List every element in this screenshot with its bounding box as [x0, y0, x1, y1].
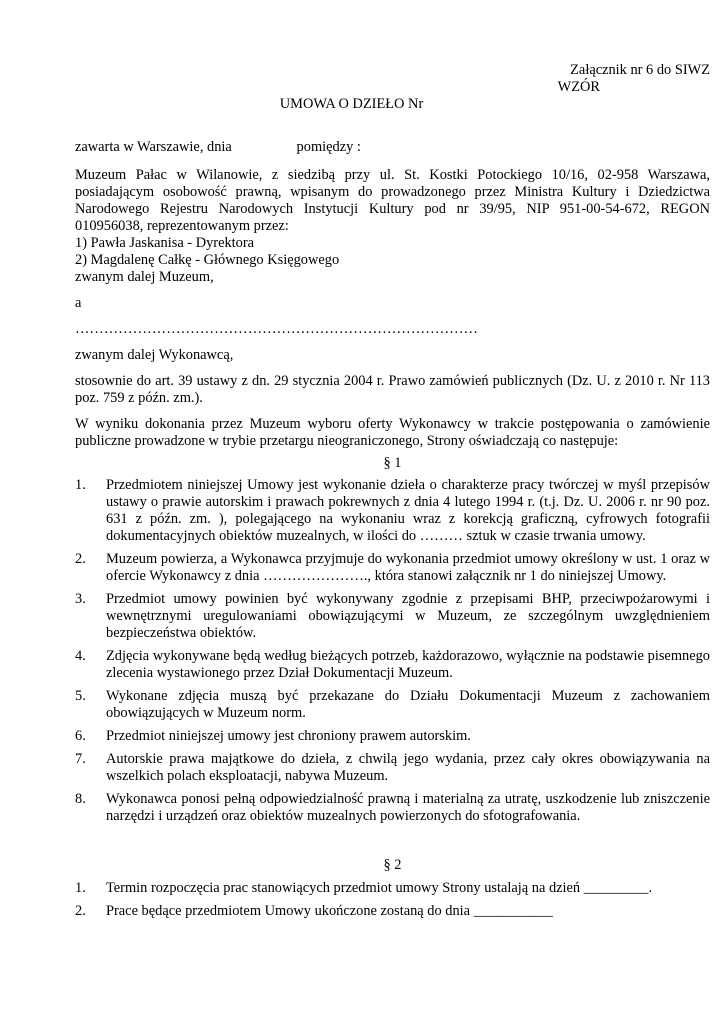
opening-line: zawarta w Warszawie, dnia pomiędzy : — [75, 139, 361, 155]
museum-party-paragraph: Muzeum Pałac w Wilanowie, z siedzibą przy ul. St. Kostki Potockiego 10/16, 02-958 Warszawa, posiadającym osobowość prawną, wpisanym do prowadzonego przez Ministra Kultury i Dziedzictwa Narodowego Rejestru Narodowych Instytucji Kultury pod nr 39/95, NIP 951-00-54-672, REGON 010956038, reprezentowanym przez: — [75, 167, 710, 234]
clause-item-8 — [75, 791, 710, 825]
document-title: UMOWA O DZIEŁO Nr — [279, 96, 424, 112]
clause-number: 6. — [75, 728, 86, 744]
contractor-blank-line: ………………………………………………………………………… — [75, 321, 478, 337]
clause-number: 5. — [75, 688, 86, 704]
clause-text: Autorskie prawa majątkowe do dzieła, z chwilą jego wydania, przez cały okres obowiązywania na wszelkich polach eksploatacji, nabywa Muzeum. — [106, 751, 710, 784]
representative-2: 2) Magdalenę Całkę - Głównego Księgowego — [75, 252, 340, 268]
clause-text: Termin rozpoczęcia prac stanowiących przedmiot umowy Strony ustalają na dzień _________. — [106, 880, 653, 896]
clause-text: Muzeum powierza, a Wykonawca przyjmuje do wykonania przedmiot umowy określony w ust. 1 oraz w ofercie Wykonawcy z dnia …………………., która stanowi załącznik nr 1 do niniejszej Umowy. — [106, 551, 710, 584]
section-1-heading: § 1 — [383, 455, 402, 471]
connector-a: a — [75, 295, 82, 311]
clause-text: Wykonawca ponosi pełną odpowiedzialność prawną i materialną za utratę, uszkodzenie lub zniszczenie narzędzi i urządzeń oraz obiektów muzealnych powierzonych do sfotografowania. — [106, 791, 710, 824]
contractor-alias: zwanym dalej Wykonawcą, — [75, 347, 234, 363]
clause-number: 8. — [75, 791, 86, 807]
clause-text: Prace będące przedmiotem Umowy ukończone zostaną do dnia ___________ — [106, 903, 553, 919]
legal-basis-paragraph: stosownie do art. 39 ustawy z dn. 29 stycznia 2004 r. Prawo zamówień publicznych (Dz. U. z 2010 r. Nr 113 poz. 759 z późn. zm.). — [75, 373, 710, 406]
clause-item-1 — [75, 880, 710, 897]
representative-1: 1) Pawła Jaskanisa - Dyrektora — [75, 235, 255, 251]
attachment-note: Załącznik nr 6 do SIWZ — [570, 62, 710, 78]
clause-item-2 — [75, 903, 710, 920]
clause-text: Przedmiot umowy powinien być wykonywany zgodnie z przepisami BHP, przeciwpożarowymi i wewnętrznymi uregulowaniami obowiązującymi w Muzeum, ze szczególnym uwzględnieniem bezpieczeństwa obiektów. — [106, 591, 710, 641]
clause-number: 2. — [75, 903, 86, 919]
clause-item-3 — [75, 591, 710, 642]
section-2-clauses — [75, 880, 710, 920]
section-1-clauses — [75, 477, 710, 825]
clause-item-2 — [75, 551, 710, 585]
award-clause-paragraph: W wyniku dokonania przez Muzeum wyboru oferty Wykonawcy w trakcie postępowania o zamówienie publiczne prowadzone w trybie przetargu nieograniczonego, Strony oświadczają co następuje: — [75, 416, 710, 449]
museum-alias: zwanym dalej Muzeum, — [75, 269, 214, 285]
clause-item-4 — [75, 648, 710, 682]
clause-number: 1. — [75, 477, 86, 493]
clause-number: 2. — [75, 551, 86, 567]
clause-item-5 — [75, 688, 710, 722]
clause-number: 4. — [75, 648, 86, 664]
clause-text: Przedmiotem niniejszej Umowy jest wykonanie dzieła o charakterze pracy twórczej w myśl przepisów ustawy o prawie autorskim i prawach pokrewnych z dnia 4 lutego 1994 r. (t.j. Dz. U. 2006 r. nr 90 poz. 631 z późn. zm. ), polegającego na wykonaniu wraz z korekcją graficzną, cyfrowych fotografii dokumentacyjnych obiektów muzealnych, w ilości do ……… sztuk w czasie trwania umowy. — [106, 477, 710, 544]
clause-number: 7. — [75, 751, 86, 767]
template-label: WZÓR — [557, 79, 600, 95]
clause-text: Przedmiot niniejszej umowy jest chroniony prawem autorskim. — [106, 728, 471, 744]
clause-item-7 — [75, 751, 710, 785]
clause-item-6 — [75, 728, 710, 745]
clause-item-1 — [75, 477, 710, 545]
section-2-heading: § 2 — [383, 857, 402, 873]
clause-number: 3. — [75, 591, 86, 607]
clause-text: Wykonane zdjęcia muszą być przekazane do Działu Dokumentacji Muzeum z zachowaniem obowiązujących w Muzeum norm. — [106, 688, 710, 721]
clause-number: 1. — [75, 880, 86, 896]
clause-text: Zdjęcia wykonywane będą według bieżących potrzeb, każdorazowo, wyłącznie na podstawie pisemnego zlecenia wystawionego przez Dział Dokumentacji Muzeum. — [106, 648, 710, 681]
